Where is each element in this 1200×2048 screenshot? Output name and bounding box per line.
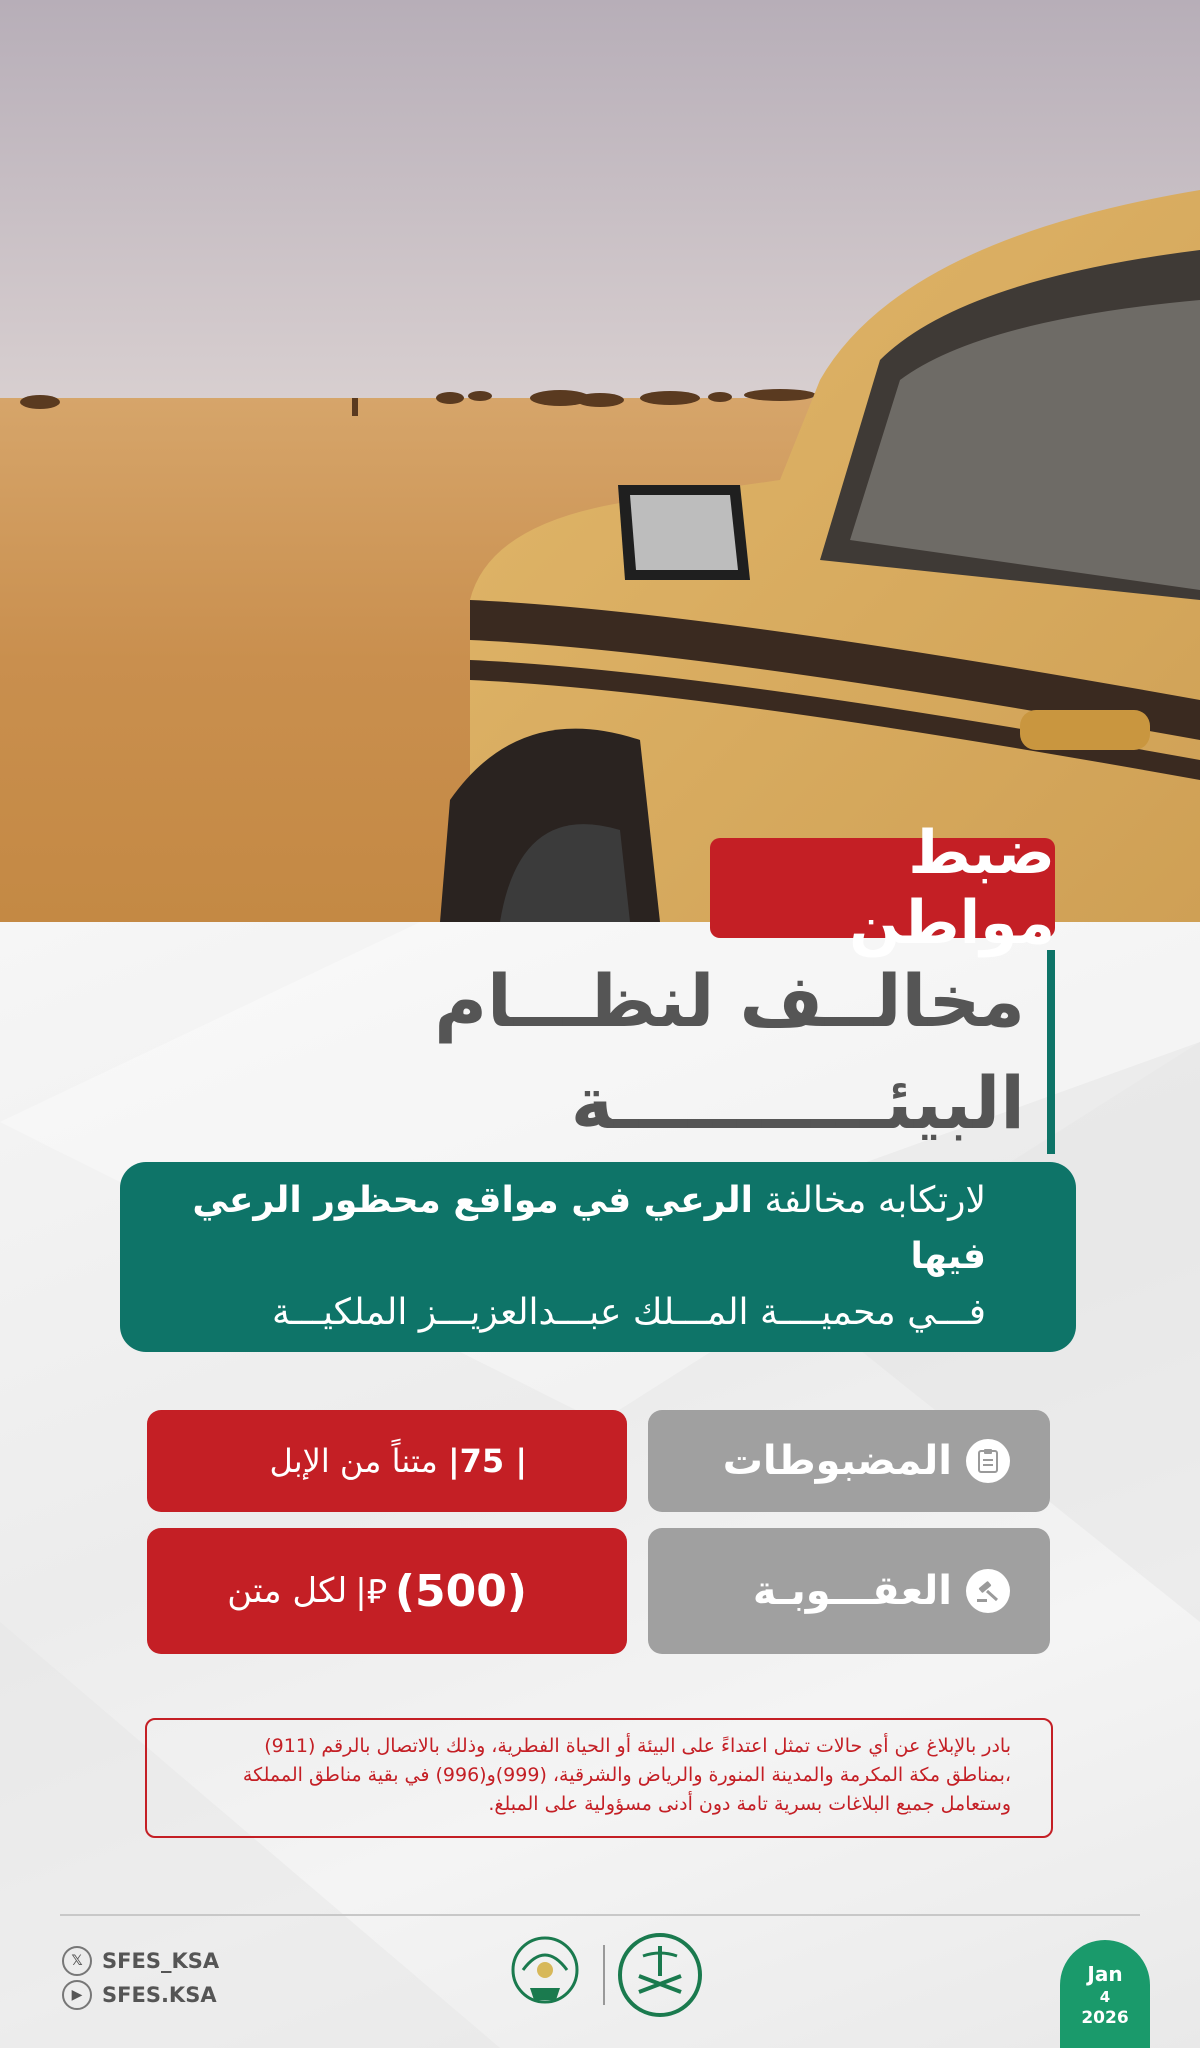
headline-badge	[710, 818, 1055, 958]
date-day: 4	[1099, 1988, 1111, 2006]
penalty-label: العقـــوبـة	[752, 1568, 952, 1614]
footer-divider	[60, 1914, 1140, 1916]
x-social-link[interactable]	[62, 1946, 219, 1976]
saudi-emblem	[615, 1930, 705, 2024]
emblem-divider	[603, 1945, 605, 2005]
subheadline-line-1: مخالــف لنظـــام	[434, 959, 1025, 1043]
penalty-value-card	[147, 1528, 627, 1654]
notice-line-3: وستعامل جميع البلاغات بسرية تامة دون أدنى مسؤولية على المبلغ.	[488, 1793, 1011, 1815]
hero-photo	[0, 0, 1200, 922]
description-line-1	[120, 1173, 986, 1285]
notice-line-1: بادر بالإبلاغ عن أي حالات تمثل اعتداءً على البيئة أو الحياة الفطرية، وذلك بالاتصال بالرقم (911)	[264, 1735, 1011, 1757]
date-year: 2026	[1081, 2008, 1129, 2028]
description-card	[120, 1162, 1076, 1352]
gavel-icon	[966, 1569, 1010, 1613]
x-handle: SFES_KSA	[102, 1949, 220, 1973]
clipboard-icon	[966, 1439, 1010, 1483]
notice-line-2: ،بمناطق مكة المكرمة والمدينة المنورة والرياض والشرقية، (999)و(996) في بقية مناطق المملكة	[242, 1764, 1011, 1786]
penalty-amount: (500)	[394, 1565, 527, 1617]
seized-label: المضبوطات	[722, 1438, 952, 1484]
report-notice	[145, 1718, 1053, 1838]
seized-value	[269, 1442, 527, 1480]
ministry-emblem	[498, 1930, 593, 2024]
penalty-label-card	[648, 1528, 1050, 1654]
youtube-icon: ▶	[62, 1980, 92, 2010]
headline-badge-text: ضبط مواطن	[849, 818, 1055, 958]
subheadline-line-2: البيئـــــــــــة	[570, 1061, 1025, 1145]
seized-label-card	[648, 1410, 1050, 1512]
penalty-currency: ⃁|	[355, 1572, 387, 1612]
description-bold: الرعي في مواقع محظور الرعي فيها	[192, 1180, 986, 1277]
x-logo-icon: 𝕏	[62, 1946, 92, 1976]
description-prefix: لارتكابه مخالفة	[753, 1180, 986, 1221]
subheadline	[425, 950, 1055, 1154]
penalty-text: لكل متن	[227, 1571, 348, 1611]
date-month: Jan	[1087, 1962, 1123, 1986]
date-tab	[1060, 1940, 1150, 2048]
seized-number: | 75|	[447, 1442, 527, 1480]
description-line-2: فـــي محميــــة المـــلك عبـــدالعزيـــز الملكيـــة	[272, 1292, 986, 1333]
youtube-social-link[interactable]	[62, 1980, 217, 2010]
youtube-handle: SFES.KSA	[102, 1983, 217, 2007]
seized-text: متناً من الإبل	[269, 1442, 448, 1480]
seized-value-card	[147, 1410, 627, 1512]
